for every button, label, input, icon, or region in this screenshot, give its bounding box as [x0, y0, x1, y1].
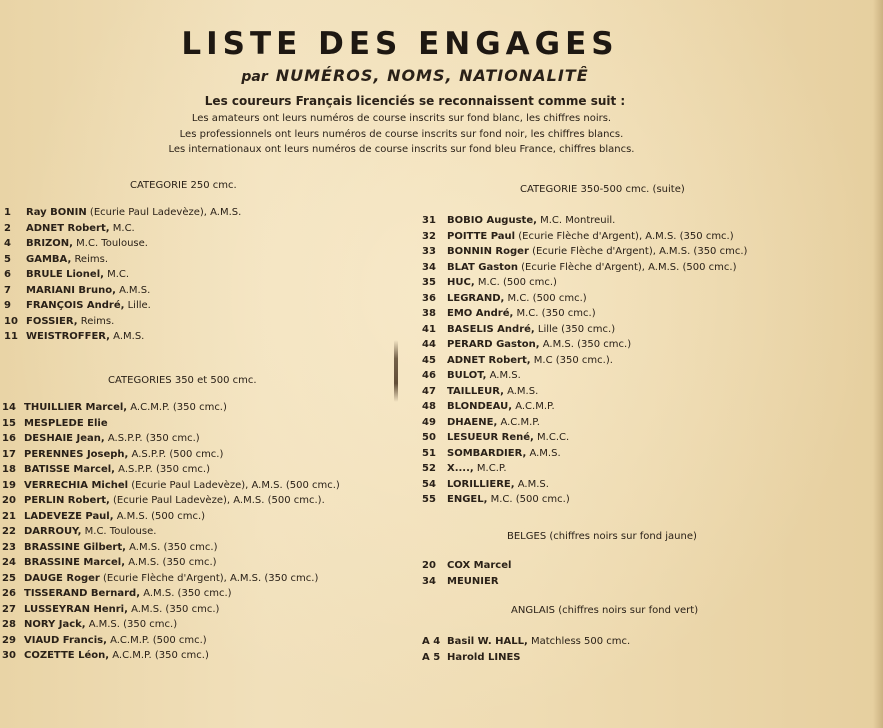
entry-row [422, 260, 747, 276]
entry-row [2, 617, 340, 633]
intro-text [0, 111, 803, 158]
entry-number: 14 [2, 402, 16, 413]
entry-row [422, 492, 747, 508]
entry-rider-name: BONNIN Roger [447, 246, 529, 257]
entry-rider-name: VERRECHIA Michel [24, 479, 129, 491]
entry-row [4, 283, 241, 299]
entry-row [4, 236, 241, 252]
entry-rider-name: NORY Jack, [24, 619, 86, 630]
entry-rider-name: MEUNIER [447, 575, 499, 587]
entry-club-info: A.S.P.P. (350 cmc.) [118, 464, 210, 475]
entry-rider-name: DHAENE, [447, 416, 498, 428]
entry-number: 32 [422, 230, 436, 242]
entry-row [2, 462, 340, 478]
entry-rider-name: TAILLEUR, [447, 385, 504, 397]
subtitle-text: NUMÉROS, NOMS, NATIONALITÊ [275, 66, 589, 85]
entry-club-info: A.M.S. [489, 370, 521, 381]
entry-club-info: A.M.S. (350 cmc.) [542, 339, 632, 350]
entry-row [4, 329, 241, 345]
entry-club-info: (Ecurie Paul Ladevèze), A.M.S. (500 cmc.). [113, 495, 325, 506]
entry-row [4, 252, 241, 268]
entry-club-info: (Ecurie Flèche d'Argent), A.M.S. (350 cmc.) [103, 572, 319, 584]
entry-rider-name: PERENNES Joseph, [24, 448, 129, 460]
entry-row [422, 430, 747, 446]
page-fold-mark [394, 340, 398, 402]
category-heading-350-500: CATEGORIES 350 et 500 cmc. [108, 375, 257, 386]
entry-row [2, 493, 340, 509]
entry-row [422, 650, 630, 666]
entry-number: 31 [422, 215, 436, 226]
entry-rider-name: MESPLEDE Elie [24, 417, 108, 429]
entry-list-belges [422, 558, 511, 589]
entry-number: A 4 [422, 636, 441, 647]
entry-number: 11 [4, 331, 18, 342]
entry-list-250 [4, 205, 241, 345]
entry-number: 10 [4, 315, 18, 327]
entry-row [422, 275, 747, 291]
entry-club-info: A.M.S. [529, 447, 561, 459]
entry-rider-name: BRASSINE Gilbert, [24, 541, 126, 553]
entry-number: 33 [422, 246, 436, 257]
entry-rider-name: FRANÇOIS André, [26, 300, 125, 311]
entry-club-info: Reims. [74, 253, 108, 265]
entry-number: 36 [422, 292, 436, 304]
entry-row [4, 205, 241, 221]
entry-rider-name: BULOT, [447, 370, 487, 381]
entry-club-info: A.M.S. [507, 385, 539, 397]
entry-rider-name: BASELIS André, [447, 323, 535, 335]
entry-club-info: Reims. [80, 315, 115, 327]
entry-rider-name: ADNET Robert, [447, 354, 531, 366]
entry-row [2, 648, 340, 664]
entry-rider-name: FOSSIER, [26, 315, 78, 327]
entry-row [422, 384, 747, 400]
entry-number: 17 [2, 448, 16, 460]
entry-number: 48 [422, 401, 436, 412]
entry-rider-name: ADNET Robert, [26, 222, 110, 234]
entry-rider-name: LESUEUR René, [447, 432, 534, 443]
entry-row [2, 509, 340, 525]
entry-row [4, 267, 241, 283]
entry-row [422, 306, 747, 322]
entry-number: 26 [2, 588, 16, 599]
entry-row [2, 431, 340, 447]
entry-rider-name: Basil W. HALL, [447, 636, 528, 647]
intro-line-internationaux: Les internationaux ont leurs numéros de course inscrits sur fond bleu France, chiffres blancs. [168, 144, 635, 155]
entry-row [2, 586, 340, 602]
entry-rider-name: WEISTROFFER, [26, 331, 110, 342]
entry-number: 44 [422, 339, 436, 350]
entry-club-info: A.M.S. (350 cmc.) [128, 557, 217, 568]
entry-rider-name: X...., [447, 463, 474, 474]
entry-rider-name: EMO André, [447, 308, 514, 319]
entry-number: 22 [2, 526, 16, 537]
entry-rider-name: BLAT Gaston [447, 261, 518, 273]
entry-club-info: A.M.S. [119, 284, 151, 296]
entry-row [422, 322, 747, 338]
entry-number: 27 [2, 603, 16, 615]
entry-number: 21 [2, 510, 16, 522]
entry-row [422, 244, 747, 260]
entry-club-info: M.C. (500 cmc.) [490, 494, 570, 505]
entry-rider-name: COX Marcel [447, 560, 512, 571]
entry-rider-name: DESHAIE Jean, [24, 433, 105, 444]
entry-row [422, 399, 747, 415]
entry-number: 20 [2, 495, 16, 506]
entry-number: 20 [422, 560, 436, 571]
entry-number: 47 [422, 385, 436, 397]
intro-line-professionnels: Les professionnels ont leurs numéros de course inscrits sur fond noir, les chiffres blancs. [179, 128, 624, 140]
category-heading-250: CATEGORIE 250 cmc. [130, 180, 237, 191]
entry-club-info: M.C. Toulouse. [84, 526, 157, 537]
entry-number: 25 [2, 572, 16, 584]
entry-club-info: A.M.S. (350 cmc.) [143, 588, 232, 599]
entry-number: 9 [4, 300, 11, 311]
entry-row [2, 571, 340, 587]
entry-rider-name: Harold LINES [447, 651, 521, 663]
entry-row [422, 213, 747, 229]
entry-row [422, 446, 747, 462]
category-heading-suite: CATEGORIE 350-500 cmc. (suite) [520, 184, 685, 195]
entry-number: 18 [2, 464, 16, 475]
entry-rider-name: LORILLIERE, [447, 478, 515, 490]
entry-row [422, 337, 747, 353]
category-heading-anglais: ANGLAIS (chiffres noirs sur fond vert) [511, 605, 699, 616]
entry-number: 55 [422, 494, 436, 505]
entry-list-350-500 [2, 400, 340, 664]
entry-row [2, 400, 340, 416]
entry-club-info: A.M.S. (350 cmc.) [88, 619, 178, 630]
entry-club-info: M.C.C. [537, 432, 570, 443]
entry-rider-name: BATISSE Marcel, [24, 464, 115, 475]
entry-rider-name: PERLIN Robert, [24, 495, 110, 506]
entry-rider-name: HUC, [447, 277, 475, 288]
entry-rider-name: GAMBA, [26, 253, 72, 265]
entry-rider-name: LUSSEYRAN Henri, [24, 603, 128, 615]
entry-number: 52 [422, 463, 436, 474]
entry-number: 30 [2, 650, 16, 661]
entry-row [422, 291, 747, 307]
entry-club-info: M.C. Montreuil. [540, 215, 616, 226]
entry-row [2, 524, 340, 540]
entry-rider-name: BRULE Lionel, [26, 269, 104, 280]
entry-club-info: A.C.M.P. [515, 401, 555, 412]
entry-row [2, 416, 340, 432]
entry-rider-name: TISSERAND Bernard, [24, 588, 141, 599]
entry-row [422, 415, 747, 431]
entry-number: 2 [4, 222, 11, 234]
entry-number: 24 [2, 557, 16, 568]
entry-number: 19 [2, 479, 16, 491]
entry-number: 45 [422, 354, 436, 366]
entry-rider-name: LEGRAND, [447, 292, 505, 304]
entry-number: 6 [4, 269, 11, 280]
paper-edge-shadow [873, 0, 883, 728]
entry-number: 34 [422, 575, 436, 587]
entry-row [2, 633, 340, 649]
entry-row [422, 353, 747, 369]
subtitle-par: par [241, 69, 268, 85]
entry-list-suite [422, 213, 747, 508]
entry-row [4, 298, 241, 314]
entry-club-info: A.M.S. [517, 478, 549, 490]
entry-rider-name: VIAUD Francis, [24, 634, 107, 646]
entry-club-info: Lille (350 cmc.) [537, 323, 616, 335]
entry-number: 54 [422, 478, 436, 490]
entry-number: 38 [422, 308, 436, 319]
intro-line-amateurs: Les amateurs ont leurs numéros de course inscrits sur fond blanc, les chiffres noirs. [191, 113, 612, 124]
entry-club-info: Lille. [127, 300, 151, 311]
entry-row [422, 558, 511, 574]
entry-club-info: M.C.P. [476, 463, 507, 474]
entry-row [422, 477, 747, 493]
entry-row [2, 602, 340, 618]
entry-row [422, 634, 630, 650]
entry-number: 29 [2, 634, 16, 646]
entry-rider-name: BLONDEAU, [447, 401, 512, 412]
entry-number: 41 [422, 323, 436, 335]
entry-rider-name: Ray BONIN [26, 207, 87, 218]
entry-rider-name: PERARD Gaston, [447, 339, 540, 350]
entry-club-info: A.M.S. (350 cmc.) [131, 603, 220, 615]
entry-number: 49 [422, 416, 436, 428]
entry-rider-name: POITTE Paul [447, 230, 516, 242]
entry-club-info: M.C. [107, 269, 130, 280]
entry-club-info: A.C.M.P. (350 cmc.) [112, 650, 209, 661]
entry-row [4, 314, 241, 330]
entry-row [422, 229, 747, 245]
entry-number: 50 [422, 432, 436, 443]
entry-number: 5 [4, 253, 11, 265]
entry-club-info: A.M.S. [113, 331, 145, 342]
entry-club-info: (Ecurie Paul Ladevèze), A.M.S. (500 cmc.) [131, 479, 340, 491]
entry-club-info: (Ecurie Paul Ladevèze), A.M.S. [89, 207, 242, 218]
entry-rider-name: LADEVEZE Paul, [24, 510, 114, 522]
entry-row [422, 368, 747, 384]
entry-rider-name: SOMBARDIER, [447, 447, 527, 459]
entry-rider-name: THUILLIER Marcel, [24, 402, 128, 413]
page-title: LISTE DES ENGAGES [181, 26, 619, 62]
entry-number: 35 [422, 277, 436, 288]
entry-club-info: A.M.S. (500 cmc.) [116, 510, 206, 522]
entry-club-info: M.C. (500 cmc.) [477, 277, 557, 288]
entry-row [422, 461, 747, 477]
entry-club-info: A.C.M.P. [500, 416, 540, 428]
entry-club-info: (Ecurie Flèche d'Argent), A.M.S. (350 cmc.) [518, 230, 734, 242]
entry-rider-name: BRASSINE Marcel, [24, 557, 125, 568]
entry-number: 15 [2, 417, 16, 429]
intro-heading: Les coureurs Français licenciés se reconnaissent comme suit : [204, 94, 626, 108]
entry-number: 46 [422, 370, 436, 381]
entry-rider-name: BRIZON, [26, 238, 73, 249]
entry-club-info: A.S.P.P. (350 cmc.) [107, 433, 200, 444]
page-subtitle [0, 66, 830, 85]
entry-number: 23 [2, 541, 16, 553]
entry-club-info: M.C. [112, 222, 135, 234]
entry-list-anglais [422, 634, 630, 665]
entry-club-info: M.C. (500 cmc.) [507, 292, 587, 304]
entry-row [422, 574, 511, 590]
entry-row [2, 447, 340, 463]
entry-club-info: A.C.M.P. (350 cmc.) [130, 402, 227, 413]
entry-club-info: A.C.M.P. (500 cmc.) [110, 634, 207, 646]
entry-row [2, 555, 340, 571]
entry-number: 7 [4, 284, 11, 296]
entry-number: 4 [4, 238, 11, 249]
entry-club-info: A.S.P.P. (500 cmc.) [131, 448, 224, 460]
category-heading-belges: BELGES (chiffres noirs sur fond jaune) [507, 531, 697, 542]
entry-club-info: (Ecurie Flèche d'Argent), A.M.S. (350 cmc.) [532, 246, 748, 257]
entry-number: 16 [2, 433, 16, 444]
entry-club-info: (Ecurie Flèche d'Argent), A.M.S. (500 cmc.) [521, 261, 737, 273]
entry-number: 34 [422, 261, 436, 273]
entry-number: 1 [4, 207, 11, 218]
entry-club-info: A.M.S. (350 cmc.) [129, 541, 218, 553]
entry-rider-name: BOBIO Auguste, [447, 215, 537, 226]
entry-rider-name: DAUGE Roger [24, 572, 100, 584]
entry-rider-name: ENGEL, [447, 494, 488, 505]
entry-number: 51 [422, 447, 436, 459]
entry-rider-name: MARIANI Bruno, [26, 284, 116, 296]
entry-rider-name: DARROUY, [24, 526, 82, 537]
entry-row [4, 221, 241, 237]
entry-club-info: Matchless 500 cmc. [531, 636, 631, 647]
entry-club-info: M.C (350 cmc.). [533, 354, 613, 366]
entry-row [2, 540, 340, 556]
entry-club-info: M.C. Toulouse. [76, 238, 148, 249]
entry-row [2, 478, 340, 494]
entry-club-info: M.C. (350 cmc.) [516, 308, 596, 319]
entry-rider-name: COZETTE Léon, [24, 650, 110, 661]
entry-number: 28 [2, 619, 16, 630]
entry-number: A 5 [422, 651, 441, 663]
